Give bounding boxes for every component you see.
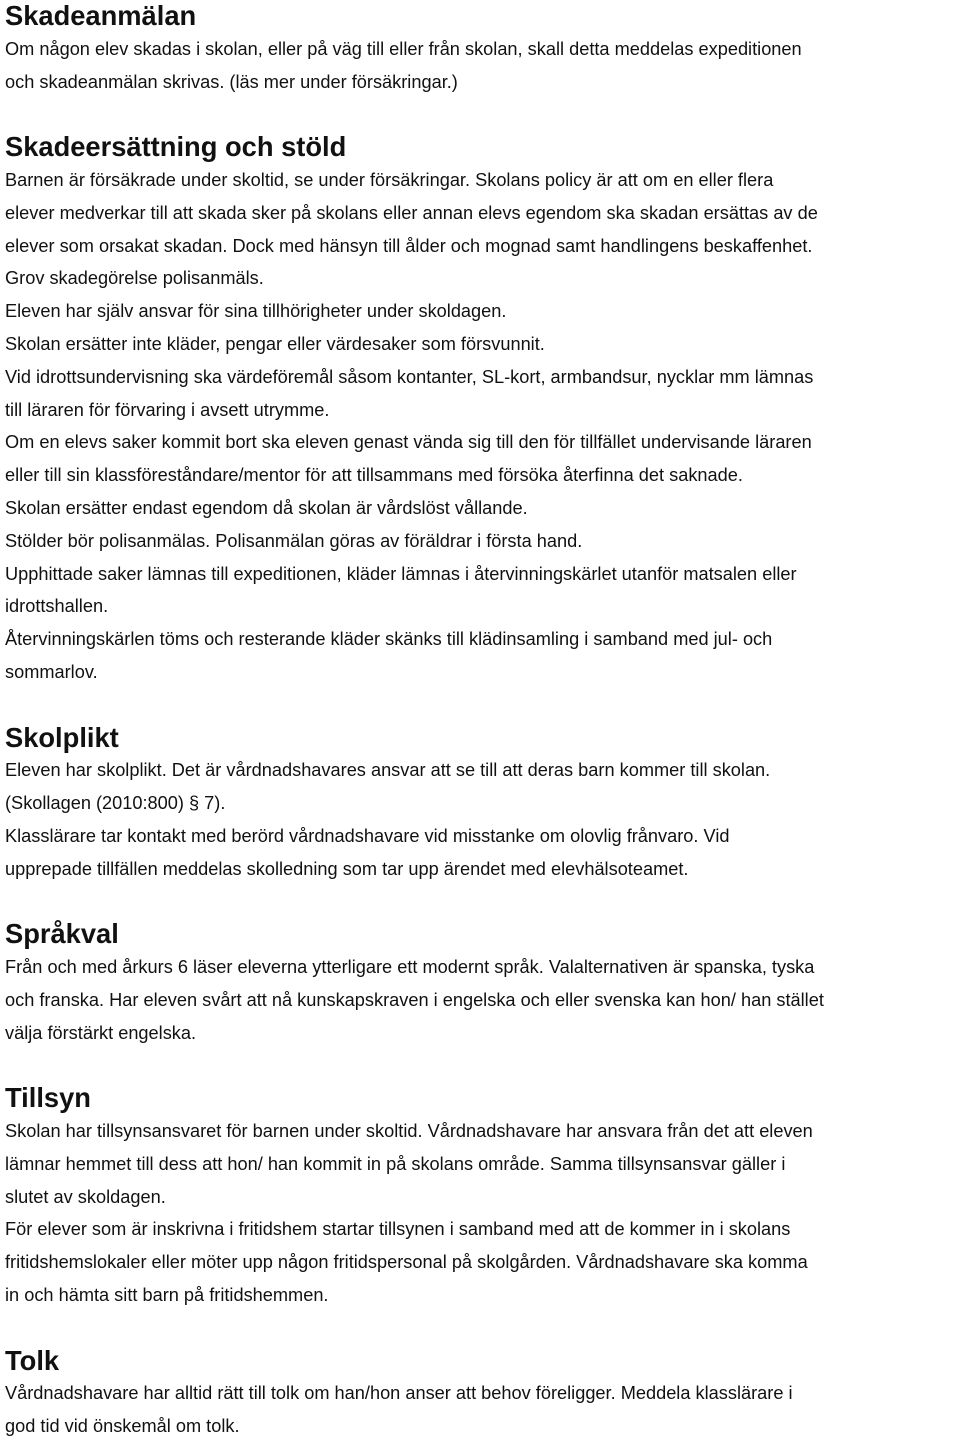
- paragraph: [5, 754, 960, 820]
- paragraph: [5, 1213, 960, 1311]
- text-line: och franska. Har eleven svårt att nå kunskapskraven i engelska och eller svenska kan hon/ han stället: [5, 989, 824, 1010]
- paragraph: [5, 525, 960, 558]
- paragraph: [5, 1377, 960, 1443]
- section-heading: Språkval: [5, 918, 119, 950]
- text-line: idrottshallen.: [5, 596, 109, 617]
- text-line: elever som orsakat skadan. Dock med hänsyn till ålder och mognad samt handlingens beskaffenhet.: [5, 235, 813, 256]
- text-line: god tid vid önskemål om tolk.: [5, 1416, 240, 1437]
- paragraph: [5, 951, 960, 1049]
- text-line: Grov skadegörelse polisanmäls.: [5, 268, 264, 289]
- text-line: Skolan har tillsynsansvaret för barnen under skoltid. Vårdnadshavare har ansvara från det att eleven: [5, 1121, 813, 1142]
- paragraph: [5, 33, 960, 99]
- text-line: För elever som är inskrivna i fritidshem startar tillsynen i samband med att de kommer in i skolans: [5, 1219, 791, 1240]
- text-line: Vid idrottsundervisning ska värdeföremål såsom kontanter, SL-kort, armbandsur, nycklar mm lämnas: [5, 366, 814, 387]
- text-line: elever medverkar till att skada sker på skolans eller annan elevs egendom ska skadan ersättas av de: [5, 202, 818, 223]
- section-sprakval: [5, 918, 960, 1049]
- text-line: Klasslärare tar kontakt med berörd vårdnadshavare vid misstanke om olovlig frånvaro. Vid: [5, 825, 730, 846]
- paragraph: [5, 558, 960, 624]
- paragraph: [5, 164, 960, 262]
- paragraph: [5, 1115, 960, 1213]
- section-heading: Tolk: [5, 1344, 60, 1376]
- text-line: Om någon elev skadas i skolan, eller på väg till eller från skolan, skall detta meddelas expeditionen: [5, 38, 802, 59]
- text-line: Barnen är försäkrade under skoltid, se under försäkringar. Skolans policy är att om en eller flera: [5, 169, 774, 190]
- text-line: in och hämta sitt barn på fritidshemmen.: [5, 1285, 329, 1306]
- paragraph: [5, 492, 960, 525]
- text-line: Från och med årkurs 6 läser eleverna ytterligare ett modernt språk. Valalternativen är spanska, tyska: [5, 957, 815, 978]
- section-heading: Tillsyn: [5, 1082, 91, 1114]
- paragraph: [5, 295, 960, 328]
- text-line: Eleven har själv ansvar för sina tillhörigheter under skoldagen.: [5, 301, 507, 322]
- text-line: Vårdnadshavare har alltid rätt till tolk om han/hon anser att behov föreligger. Meddela klasslärare i: [5, 1383, 793, 1404]
- text-line: lämnar hemmet till dess att hon/ han kommit in på skolans område. Samma tillsynsansvar gäller i: [5, 1153, 786, 1174]
- paragraph: [5, 820, 960, 886]
- paragraph: [5, 262, 960, 295]
- text-line: slutet av skoldagen.: [5, 1186, 166, 1207]
- paragraph: [5, 328, 960, 361]
- section-heading: Skadeersättning och stöld: [5, 131, 347, 163]
- text-line: upprepade tillfällen meddelas skolledning som tar upp ärendet med elevhälsoteamet.: [5, 858, 689, 879]
- text-line: till läraren för förvaring i avsett utrymme.: [5, 399, 330, 420]
- section-heading: Skadeanmälan: [5, 0, 197, 31]
- text-line: eller till sin klassföreståndare/mentor för att tillsammans med försöka återfinna det saknade.: [5, 465, 743, 486]
- text-line: Återvinningskärlen töms och resterande kläder skänks till klädinsamling i samband med jul- och: [5, 629, 773, 650]
- text-line: sommarlov.: [5, 661, 98, 682]
- section-tillsyn: [5, 1082, 960, 1312]
- text-line: och skadeanmälan skrivas. (läs mer under försäkringar.): [5, 71, 458, 92]
- text-line: (Skollagen (2010:800) § 7).: [5, 793, 226, 814]
- paragraph: [5, 426, 960, 492]
- paragraph: [5, 361, 960, 427]
- text-line: Upphittade saker lämnas till expeditionen, kläder lämnas i återvinningskärlet utanför matsalen eller: [5, 563, 797, 584]
- section-skadeanmalan: [5, 0, 960, 98]
- text-line: Skolan ersätter inte kläder, pengar eller värdesaker som försvunnit.: [5, 333, 545, 354]
- section-heading: Skolplikt: [5, 721, 119, 753]
- text-line: Stölder bör polisanmälas. Polisanmälan göras av föräldrar i första hand.: [5, 530, 583, 551]
- text-line: välja förstärkt engelska.: [5, 1022, 197, 1043]
- text-line: fritidshemslokaler eller möter upp någon fritidspersonal på skolgården. Vårdnadshavare ska komma: [5, 1252, 808, 1273]
- section-skolplikt: [5, 722, 960, 886]
- text-line: Om en elevs saker kommit bort ska eleven genast vända sig till den för tillfället undervisande läraren: [5, 432, 812, 453]
- document-page: [5, 0, 960, 1443]
- text-line: Eleven har skolplikt. Det är vårdnadshavares ansvar att se till att deras barn kommer till skolan.: [5, 760, 771, 781]
- section-skadeersattning: [5, 131, 960, 689]
- section-tolk: [5, 1345, 960, 1443]
- text-line: Skolan ersätter endast egendom då skolan är vårdslöst vållande.: [5, 497, 528, 518]
- paragraph: [5, 623, 960, 689]
